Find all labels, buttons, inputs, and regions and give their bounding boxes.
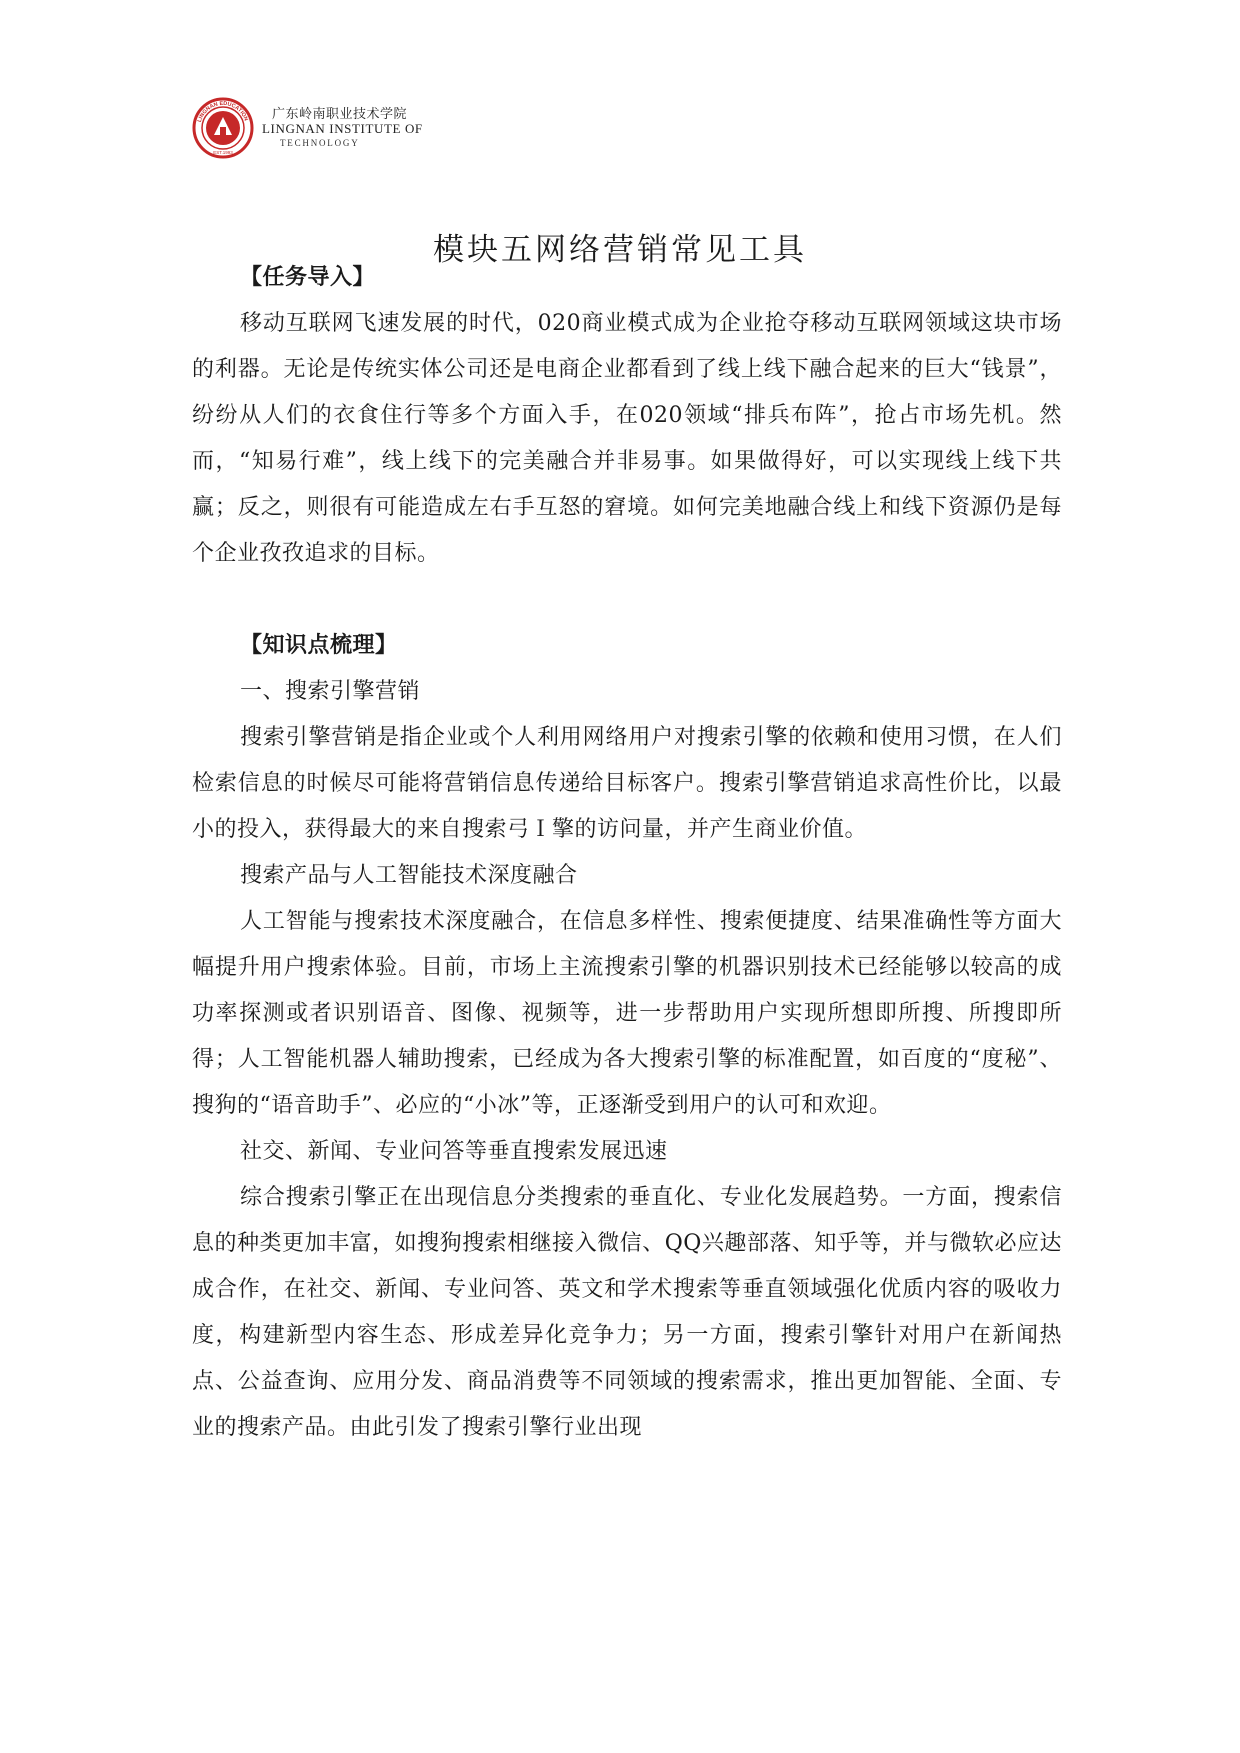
task-paragraph: 移动互联网飞速发展的时代，020商业模式成为企业抢夺移动互联网领域这块市场的利器。无论是传统实体公司还是电商企业都看到了线上线下融合起来的巨大“钱景”，纷纷从人们的衣食住行等多个方面入手，在020领域“排兵布阵”，抢占市场先机。然而，“知易行难”，线上线下的完美融合并非易事。如果做得好，可以实现线上线下共赢；反之，则很有可能造成左右手互怒的窘境。如何完美地融合线上和线下资源仍是每个企业孜孜追求的目标。	[192, 311, 1062, 566]
subsection-paragraph: 人工智能与搜索技术深度融合，在信息多样性、搜索便捷度、结果准确性等方面大幅提升用户搜索体验。目前，市场上主流搜索引擎的机器识别技术已经能够以较高的成功率探测或者识别语音、图像、视频等，进一步帮助用户实现所想即所搜、所搜即所得；人工智能机器人辅助搜索，已经成为各大搜索引擎的标准配置，如百度的“度秘”、搜狗的“语音助手”、必应的“小冰”等，正逐渐受到用户的认可和欢迎。	[192, 909, 1062, 1118]
subsection-paragraph: 综合搜索引擎正在出现信息分类搜索的垂直化、专业化发展趋势。一方面，搜索信息的种类更加丰富，如搜狗搜索相继接入微信、QQ兴趣部落、知乎等，并与微软必应达成合作，在社交、新闻、专业问答、英文和学术搜索等垂直领域强化优质内容的吸收力度，构建新型内容生态、形成差异化竞争力；另一方面，搜索引擎针对用户在新闻热点、公益查询、应用分发、商品消费等不同领域的搜索需求，推出更加智能、全面、专业的搜索产品。由此引发了搜索引擎行业出现	[192, 1185, 1062, 1440]
institution-name-en: LINGNAN INSTITUTE OF	[262, 121, 423, 136]
institution-name-cn: 广东岭南职业技术学院	[272, 107, 408, 122]
knowledge-heading: 【知识点梳理】	[240, 633, 398, 658]
svg-text:LINGNAN EDUCATION: LINGNAN EDUCATION	[196, 100, 249, 123]
task-heading: 【任务导入】	[240, 265, 376, 290]
subsection-title: 社交、新闻、专业问答等垂直搜索发展迅速	[240, 1139, 668, 1164]
document-body	[192, 255, 1062, 1451]
institution-header	[192, 97, 452, 159]
document-title: 模块五网络营销常见工具	[433, 231, 807, 268]
institution-name-en-line2: TECHNOLOGY	[280, 138, 360, 148]
institution-seal-logo	[192, 97, 254, 159]
subsection-title: 搜索产品与人工智能技术深度融合	[240, 863, 578, 888]
section-paragraph: 搜索引擎营销是指企业或个人利用网络用户对搜索引擎的依赖和使用习惯，在人们检索信息的时候尽可能将营销信息传递给目标客户。搜索引擎营销追求高性价比，以最小的投入，获得最大的来自搜索弓Ｉ擎的访问量，并产生商业价值。	[192, 725, 1062, 842]
svg-text:EST.1993: EST.1993	[213, 150, 233, 155]
section-title: 一、搜索引擎营销	[240, 679, 421, 704]
